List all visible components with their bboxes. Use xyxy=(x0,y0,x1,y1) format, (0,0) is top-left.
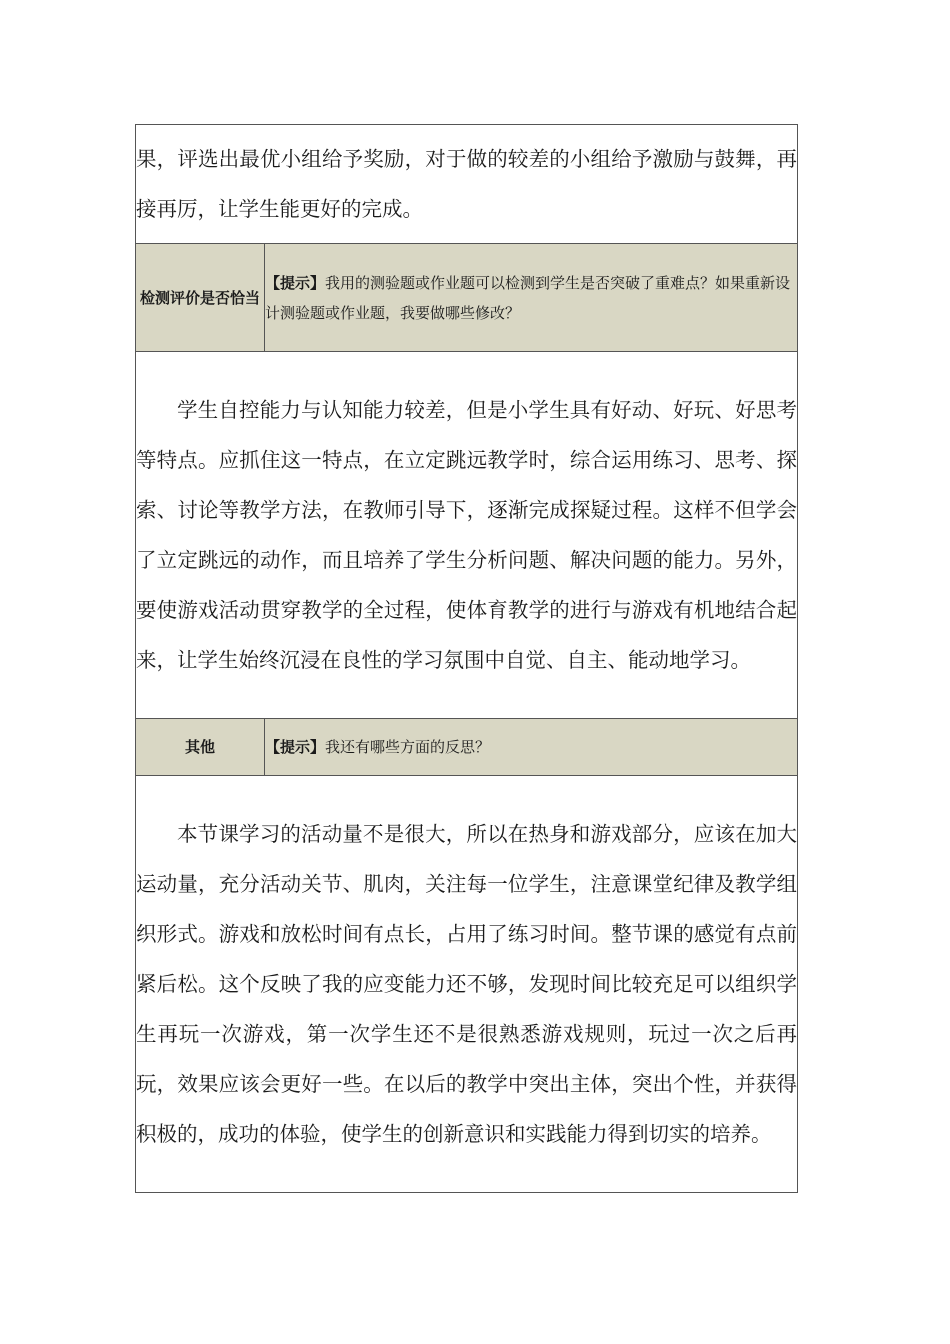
evaluation-body-cell xyxy=(136,352,798,719)
evaluation-header-row xyxy=(136,244,798,352)
reflection-table xyxy=(135,124,798,1193)
continued-row xyxy=(136,125,798,244)
continued-cell xyxy=(136,125,798,244)
evaluation-label: 检测评价是否恰当 xyxy=(136,244,265,352)
other-hint-text: 我还有哪些方面的反思？ xyxy=(325,738,491,756)
evaluation-hint-text: 我用的测验题或作业题可以检测到学生是否突破了重难点？如果重新设计测验题或作业题，我要做哪些修改？ xyxy=(265,273,791,322)
evaluation-body-row xyxy=(136,352,798,719)
other-body-paragraph: 本节课学习的活动量不是很大，所以在热身和游戏部分，应该在加大运动量，充分活动关节、肌肉，关注每一位学生，注意课堂纪律及教学组织形式。游戏和放松时间有点长，占用了练习时间。整节课的感觉有点前紧后松。这个反映了我的应变能力还不够，发现时间比较充足可以组织学生再玩一次游戏，第一次学生还不是很熟悉游戏规则，玩过一次之后再玩，效果应该会更好一些。在以后的教学中突出主体，突出个性，并获得积极的，成功的体验，使学生的创新意识和实践能力得到切实的培养。 xyxy=(136,822,797,1146)
other-hint-tag: 【提示】 xyxy=(265,738,326,756)
evaluation-body-paragraph: 学生自控能力与认知能力较差，但是小学生具有好动、好玩、好思考等特点。应抓住这一特点，在立定跳远教学时，综合运用练习、思考、探索、讨论等教学方法，在教师引导下，逐渐完成探疑过程。这样不但学会了立定跳远的动作，而且培养了学生分析问题、解决问题的能力。另外，要使游戏活动贯穿教学的全过程，使体育教学的进行与游戏有机地结合起来，让学生始终沉浸在良性的学习氛围中自觉、自主、能动地学习。 xyxy=(136,398,797,672)
other-label: 其他 xyxy=(136,719,265,776)
evaluation-hint-tag: 【提示】 xyxy=(265,273,326,292)
other-body-cell xyxy=(136,776,798,1193)
other-body-row xyxy=(136,776,798,1193)
other-header-row xyxy=(136,719,798,776)
evaluation-hint xyxy=(265,244,798,352)
continued-paragraph: 果，评选出最优小组给予奖励，对于做的较差的小组给予激励与鼓舞，再接再厉，让学生能更好的完成。 xyxy=(136,147,797,221)
other-hint xyxy=(265,719,798,776)
